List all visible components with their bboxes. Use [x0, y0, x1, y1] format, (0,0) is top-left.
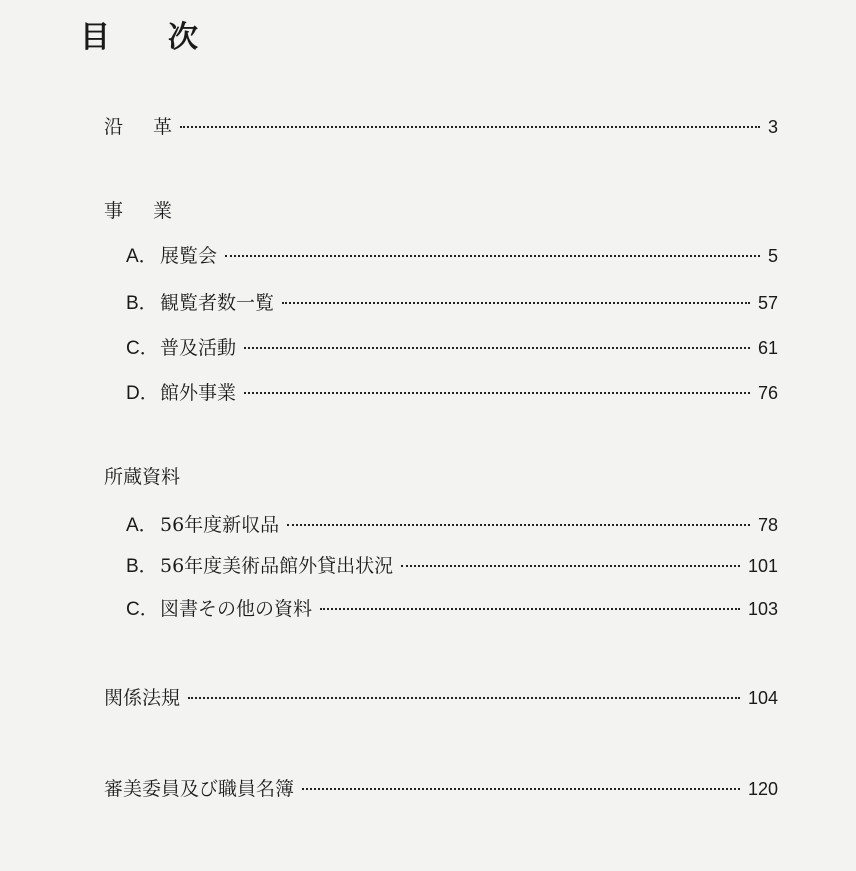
toc-page-number: 57	[757, 293, 778, 313]
toc-page-number: 101	[747, 556, 778, 576]
toc-entry-shiryo-c[interactable]	[126, 596, 778, 623]
toc-entry-meibo[interactable]	[104, 776, 778, 802]
dot-leader	[180, 126, 760, 128]
toc-entry-letter: C．	[126, 338, 159, 359]
toc-page-number: 78	[757, 515, 778, 535]
dot-leader	[244, 347, 750, 349]
page-title	[80, 12, 198, 56]
dot-leader	[188, 697, 740, 699]
dot-leader	[302, 788, 740, 790]
toc-entry-jigyo-d[interactable]	[126, 380, 778, 407]
dot-leader	[401, 565, 740, 567]
section-heading-jigyo: 事 業	[104, 200, 173, 222]
toc-page-number: 76	[757, 383, 778, 403]
title-char-2: 次	[168, 20, 198, 55]
toc-page-number: 3	[767, 117, 778, 137]
toc-entry-letter: C．	[126, 599, 159, 620]
toc-entry-letter: B．	[126, 293, 158, 314]
toc-page-number: 104	[747, 688, 778, 708]
toc-entry-label: 56年度新収品	[160, 514, 280, 536]
toc-entry-letter: A．	[126, 515, 158, 536]
toc-entry-label: 審美委員及び職員名簿	[104, 778, 295, 800]
section-heading-shiryo: 所蔵資料	[104, 466, 181, 488]
toc-entry-jigyo-c[interactable]	[126, 335, 778, 362]
dot-leader	[282, 302, 750, 304]
toc-entry-label: 56年度美術品館外貸出状況	[160, 555, 394, 577]
dot-leader	[244, 392, 750, 394]
toc-entry-label: 館外事業	[160, 382, 237, 404]
toc-entry-hoki[interactable]	[104, 685, 778, 711]
toc-entry-jigyo-b[interactable]	[126, 290, 778, 317]
toc-entry-letter: A．	[126, 246, 158, 267]
toc-entry-label: 観覧者数一覧	[160, 292, 275, 314]
toc-entry-label: 沿 革	[104, 116, 173, 138]
toc-entry-enkaku[interactable]	[104, 114, 778, 140]
toc-entry-label: 展覧会	[160, 245, 218, 267]
toc-page-number: 61	[757, 338, 778, 358]
toc-entry-label: 関係法規	[104, 687, 181, 709]
toc-entry-label: 図書その他の資料	[160, 598, 313, 620]
dot-leader	[225, 255, 760, 257]
toc-page-number: 120	[747, 779, 778, 799]
toc-entry-letter: B．	[126, 556, 158, 577]
toc-entry-letter: D．	[126, 383, 159, 404]
toc-entry-label: 普及活動	[160, 337, 237, 359]
dot-leader	[320, 608, 740, 610]
dot-leader	[287, 524, 750, 526]
toc-page-number: 5	[767, 246, 778, 266]
toc-entry-shiryo-b[interactable]	[126, 553, 778, 580]
toc-entry-shiryo-a[interactable]	[126, 512, 778, 539]
title-char-1: 目	[80, 20, 110, 55]
toc-entry-jigyo-a[interactable]	[126, 243, 778, 270]
toc-page-number: 103	[747, 599, 778, 619]
